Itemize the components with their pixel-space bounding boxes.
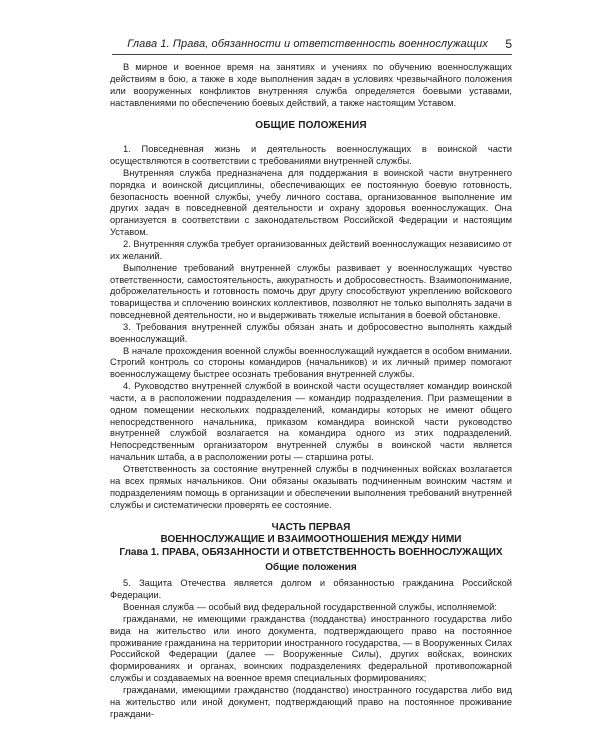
paragraph: Военная служба — особый вид федеральной государственной службы, исполняемой: xyxy=(123,602,497,613)
part-heading-block xyxy=(110,522,512,574)
chapter-title: Глава 1. ПРАВА, ОБЯЗАННОСТИ И ОТВЕТСТВЕННОСТЬ ВОЕННОСЛУЖАЩИХ xyxy=(119,547,503,559)
paragraph: В начале прохождения военной службы военнослужащий нуждается в особом внимании. Строгий контроль со стороны командиров (начальников) и их личный пример помогают военнослужащему быстрее осознать требования внутренней службы. xyxy=(110,345,512,380)
paragraph: Внутренняя служба предназначена для поддержания в воинской части внутреннего порядка и воинской дисциплины, обеспечивающих ее постоянную боевую готовность, безопасность военной службы, учебу личного состава, организованное выполнение им других задач в повседневной деятельности и охрану здоровья военнослужащих. Она организуется в соответствии с законодательством Российской Федерации и настоящим Уставом. xyxy=(110,167,512,238)
paragraph: Ответственность за состояние внутренней службы в подчиненных войсках возлагается на всех прямых начальников. Они обязаны оказывать подчиненным воинским частям и подразделениям помощь в организации и обеспечении выполнения требований внутренней службы и систематически проверять ее состояние. xyxy=(110,464,512,510)
paragraph: гражданами, имеющими гражданство (подданство) иностранного государства либо вид на жительство или иной документ, подтверждающий право на постоянное проживание граждани- xyxy=(110,684,512,719)
paragraph: 5. Защита Отечества является долгом и обязанностью гражданина Российской Федерации. xyxy=(110,578,512,601)
paragraph: гражданами, не имеющими гражданства (подданства) иностранного государства либо вида на жительство или иного документа, подтверждающего право на постоянное проживание гражданина на территории иностранного государства, — в Вооруженных Силах Российской Федерации (далее — Вооруженные Силы), других войсках, воинских формированиях и органах, воинских подразделениях федеральной противопожарной службы и создаваемых на военное время специальных формированиях; xyxy=(110,613,512,684)
header-chapter-title: Глава 1. Права, обязанности и ответственность военнослужащих xyxy=(127,38,488,50)
page-number: 5 xyxy=(505,37,512,51)
paragraph: Выполнение требований внутренней службы развивает у военнослужащих чувство ответственности, самостоятельность, аккуратность и добросовестность. Взаимопонимание, доброжелательность и готовность помочь друг другу способствуют укреплению войскового товарищества и сплочению воинских коллективов, позволяют не только выполнять задачи в повседневной деятельности, но и выдерживать тяжелые испытания в боевой обстановке. xyxy=(110,262,512,321)
subsection-heading: Общие положения xyxy=(265,562,357,574)
paragraph: 4. Руководство внутренней службой в воинской части осуществляет командир воинской части, а в расположении подразделения — командир подразделения. При размещении в одном помещении нескольких подразделений, командиры которых не имеют общего непосредственного начальника, приказом командира воинской части руководство внутренней службой возлагается на командира одного из этих подразделений. Непосредственным организатором внутренней службы в воинской части является начальник штаба, а в расположении роты — старшина роты. xyxy=(110,381,512,463)
intro-paragraph: В мирное и военное время на занятиях и учениях по обучению военнослужащих действиям в бою, а также в ходе выполнения задач в условиях чрезвычайного положения или вооруженных конфликтов внутренняя служба определяется боевыми уставами, наставлениями по обеспечению боевых действий, а также настоящим Уставом. xyxy=(110,62,512,108)
part-label: ЧАСТЬ ПЕРВАЯ xyxy=(271,522,351,534)
paragraph: 1. Повседневная жизнь и деятельность военнослужащих в воинской части осуществляются в соответствии с требованиями внутренней службы. xyxy=(110,144,512,167)
running-header xyxy=(112,38,512,55)
section-heading-general: ОБЩИЕ ПОЛОЖЕНИЯ xyxy=(255,120,367,132)
part-title: ВОЕННОСЛУЖАЩИЕ И ВЗАИМООТНОШЕНИЯ МЕЖДУ НИМИ xyxy=(160,534,462,546)
paragraph: 3. Требования внутренней службы обязан знать и добросовестно выполнять каждый военнослужащий. xyxy=(110,321,512,344)
paragraph: 2. Внутренняя служба требует организованных действий военнослужащих независимо от их желаний. xyxy=(110,238,512,261)
page-body xyxy=(110,62,512,721)
